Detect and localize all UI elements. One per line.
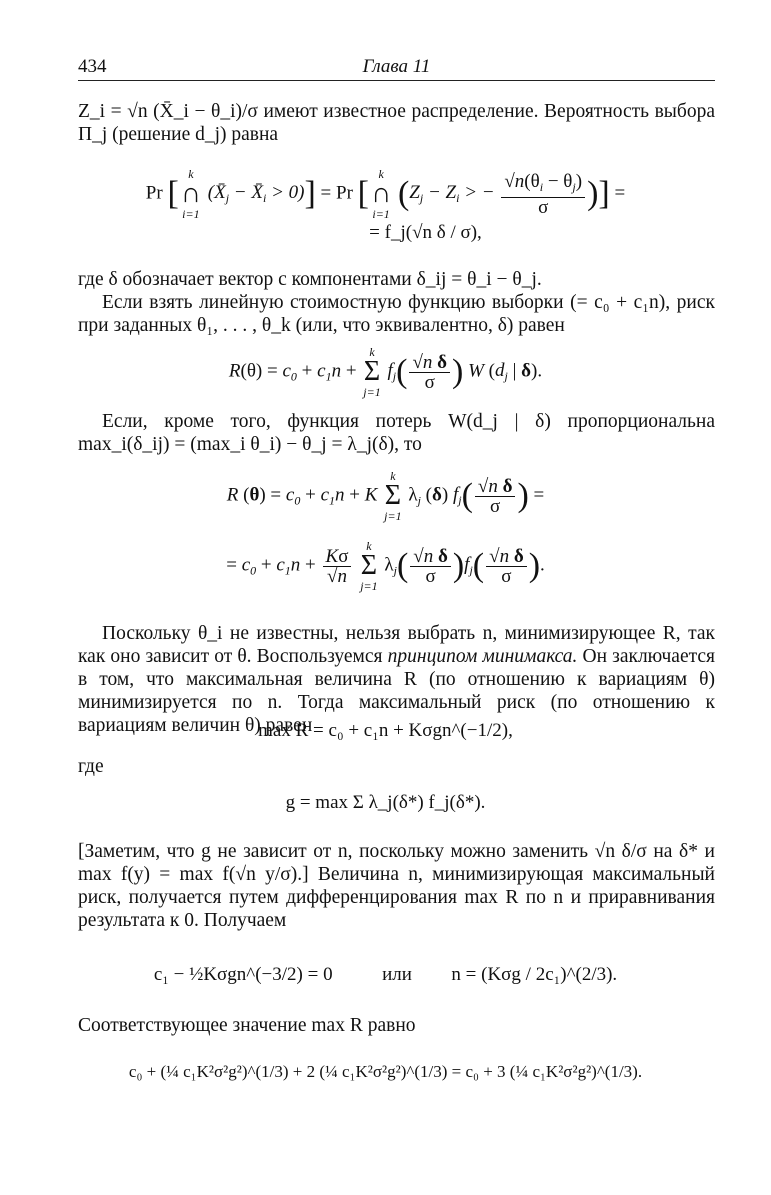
equation-derivative: c₁ − ½Kσgn^(−3/2) = 0 или n = (Kσg / 2c₁)^(2/3). xyxy=(153,964,618,985)
paragraph-4: Если, кроме того, функция потерь W(d_j | δ) пропорциональна max_i(δ_ij) = (max_i θ_i) − θ_j = λ_j(δ), то xyxy=(78,411,715,455)
equation-risk-k-2: = $c_0 + c_1n$ + $\frac{K\sigma}{√n}$ k Σ j=1 $\lambda_j$( $\frac{\text{√n δ}}{\sigma}$ )$f_j$( $\frac{\text{√n δ}}{\sigma}$ ). xyxy=(226,539,545,593)
header-rule xyxy=(78,80,715,81)
equation-probability: Pr [ k ∩ i=1 ($X̄_j$ − $X̄_i > 0)] = Pr$ [ k ∩ i=1 ($Z_j - Z_i$ > − $\frac{√n(\theta_i - \theta_j)}{\sigma}$ )] = xyxy=(145,167,626,221)
chapter-title: Глава 11 xyxy=(362,56,431,77)
equation-risk: $R(\theta) = c_0 + c_1n$ + k Σ j=1 $f_j$( $\frac{\text{√n δ}}{\sigma}$ ) W ($d_j$ | δ). xyxy=(228,345,543,399)
running-header xyxy=(78,56,715,78)
where-label: где xyxy=(78,756,104,777)
equation-final: c₀ + (¼ c₁K²σ²g²)^(1/3) + 2 (¼ c₁K²σ²g²)^(1/3) = c₀ + 3 (¼ c₁K²σ²g²)^(1/3). xyxy=(128,1062,643,1081)
paragraph-7: Соответствующее значение max R равно xyxy=(78,1015,416,1036)
paragraph-6: [Заметим, что g не зависит от n, поскольку можно заменить √n δ/σ на δ* и max f(y) = max f(√n y/σ).] Величина n, минимизирующая максимальный риск, получается путем дифференцирования max R по n и приравнивания результата к 0. Получаем xyxy=(78,841,715,931)
page-number: 434 xyxy=(78,56,107,77)
paragraph-2: где δ обозначает вектор с компонентами δ_ij = θ_i − θ_j. xyxy=(78,269,542,290)
paragraph-1: Z_i = √n (X̄_i − θ_i)/σ имеют известное распределение. Вероятность выбора Π_j (решение d_j) равна xyxy=(78,101,715,145)
paragraph-5: Поскольку θ_i не известны, нельзя выбрать n, минимизирующее R, так как оно зависит от θ. Воспользуемся принципом минимакса. Он заключается в том, что максимальная величина R (по отношению к вариациям θ) минимизируется по n. Тогда максимальный риск (по отношению к вариациям величин θ) равен xyxy=(78,623,716,736)
equation-risk-k: R $(\theta) = c_0 + c_1n + K$ k Σ j=1 $\lambda_j$ (δ) $f_j$( $\frac{\text{√n δ}}{\sigma}$ ) = xyxy=(226,469,545,523)
equation-fj: = f_j(√n δ / σ), xyxy=(369,222,482,243)
equation-max-risk: max R = c₀ + c₁n + Kσgn^(−1/2), xyxy=(258,720,513,741)
equation-g: g = max Σ λ_j(δ*) f_j(δ*). xyxy=(285,792,486,813)
paragraph-3: Если взять линейную стоимостную функцию выборки (= c₀ + c₁n), риск при заданных θ₁, . . . , θ_k (или, что эквивалентно, δ) равен xyxy=(78,292,715,336)
